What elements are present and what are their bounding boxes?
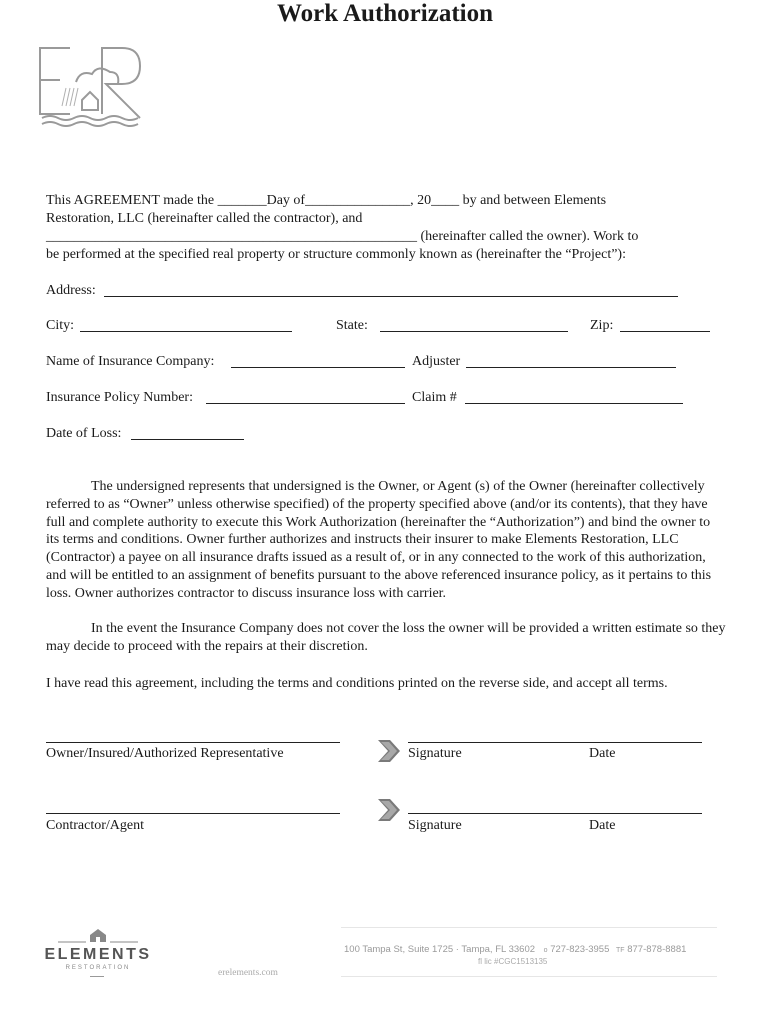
footer-license: fl lic #CGC1513135 (478, 957, 548, 966)
footer-bottom-rule (341, 976, 717, 977)
address-label: Address: (46, 283, 96, 298)
house-icon (58, 928, 138, 944)
insurance-company-label: Name of Insurance Company: (46, 354, 215, 369)
intro-line-2: Restoration, LLC (hereinafter called the contractor), and (46, 211, 363, 226)
footer-brand: ELEMENTS (44, 946, 152, 963)
owner-date-label: Date (589, 746, 616, 761)
owner-signature-line[interactable] (408, 742, 702, 743)
zip-field[interactable] (620, 331, 710, 332)
intro-line-3: _____________________________________________________ (hereinafter called the owner). Work to (46, 229, 639, 244)
footer-address: 100 Tampa St, Suite 1725 · Tampa, FL 33602 (344, 944, 536, 955)
insurance-company-field[interactable] (231, 367, 405, 368)
city-field[interactable] (80, 331, 292, 332)
authorization-paragraph: The undersigned represents that undersigned is the Owner, or Agent (s) of the Owner (hereinafter collectively referred to as “Owner” unless otherwise specified) of the property specified above (and/or its contents), that they have full and complete authority to execute this Work Authorization (hereinafter the “Authorization”) and bind the owner to its terms and conditions. Owner further authorizes and instructs their insurer to make Elements Restoration, LLC (Contractor) a payee on all insurance drafts issued as a result of, or in any connected to the work of this authorization, and will be entitled to an assignment of benefits pursuant to the above referenced insurance policy, as it pertains to this loss. Owner authorizes contractor to discuss insurance loss with carrier. (46, 479, 712, 601)
contractor-signature-label: Signature (408, 818, 462, 833)
state-label: State: (336, 318, 368, 333)
claim-label: Claim # (412, 390, 457, 405)
footer-top-rule (341, 927, 717, 928)
address-field[interactable] (104, 296, 678, 297)
policy-number-field[interactable] (206, 403, 405, 404)
city-label: City: (46, 318, 75, 333)
intro-line-4: be performed at the specified real property or structure commonly known as (hereinafter the “Project”): (46, 247, 626, 262)
policy-number-label: Insurance Policy Number: (46, 390, 193, 405)
footer-phone-tf-label: TF (616, 947, 625, 954)
contractor-name-line[interactable] (46, 813, 340, 814)
owner-signature-label: Signature (408, 746, 462, 761)
contractor-label: Contractor/Agent (46, 818, 144, 833)
footer-brand-divider (90, 976, 104, 977)
claim-field[interactable] (465, 403, 683, 404)
contractor-signature-line[interactable] (408, 813, 702, 814)
agreement-statement: I have read this agreement, including the terms and conditions printed on the reverse side, and accept all terms. (46, 676, 668, 691)
footer-contact-line (344, 944, 686, 955)
footer-phone-o[interactable]: 727-823-3955 (550, 944, 610, 955)
footer-phone-o-label: o (543, 947, 548, 954)
date-of-loss-field[interactable] (131, 439, 244, 440)
footer-phone-tf[interactable]: 877-878-8881 (627, 944, 687, 955)
state-field[interactable] (380, 331, 568, 332)
footer-website-link[interactable]: erelements.com (218, 968, 278, 978)
chevron-right-arrow-icon (376, 738, 402, 764)
adjuster-field[interactable] (466, 367, 676, 368)
footer-brand-sub: RESTORATION (65, 965, 131, 971)
adjuster-label: Adjuster (412, 354, 461, 369)
page-title: Work Authorization (277, 0, 493, 27)
intro-line-1: This AGREEMENT made the _______Day of_______________, 20____ by and between Elements (46, 193, 607, 208)
zip-label: Zip: (590, 318, 614, 333)
contractor-date-label: Date (589, 818, 616, 833)
date-of-loss-label: Date of Loss: (46, 426, 122, 441)
chevron-right-arrow-icon (376, 797, 402, 823)
er-house-waves-logo-icon (36, 44, 144, 130)
insurance-coverage-paragraph: In the event the Insurance Company does not cover the loss the owner will be provided a written estimate so they may decide to proceed with the repairs at their discretion. (46, 621, 726, 654)
owner-name-line[interactable] (46, 742, 340, 743)
owner-label: Owner/Insured/Authorized Representative (46, 746, 284, 761)
